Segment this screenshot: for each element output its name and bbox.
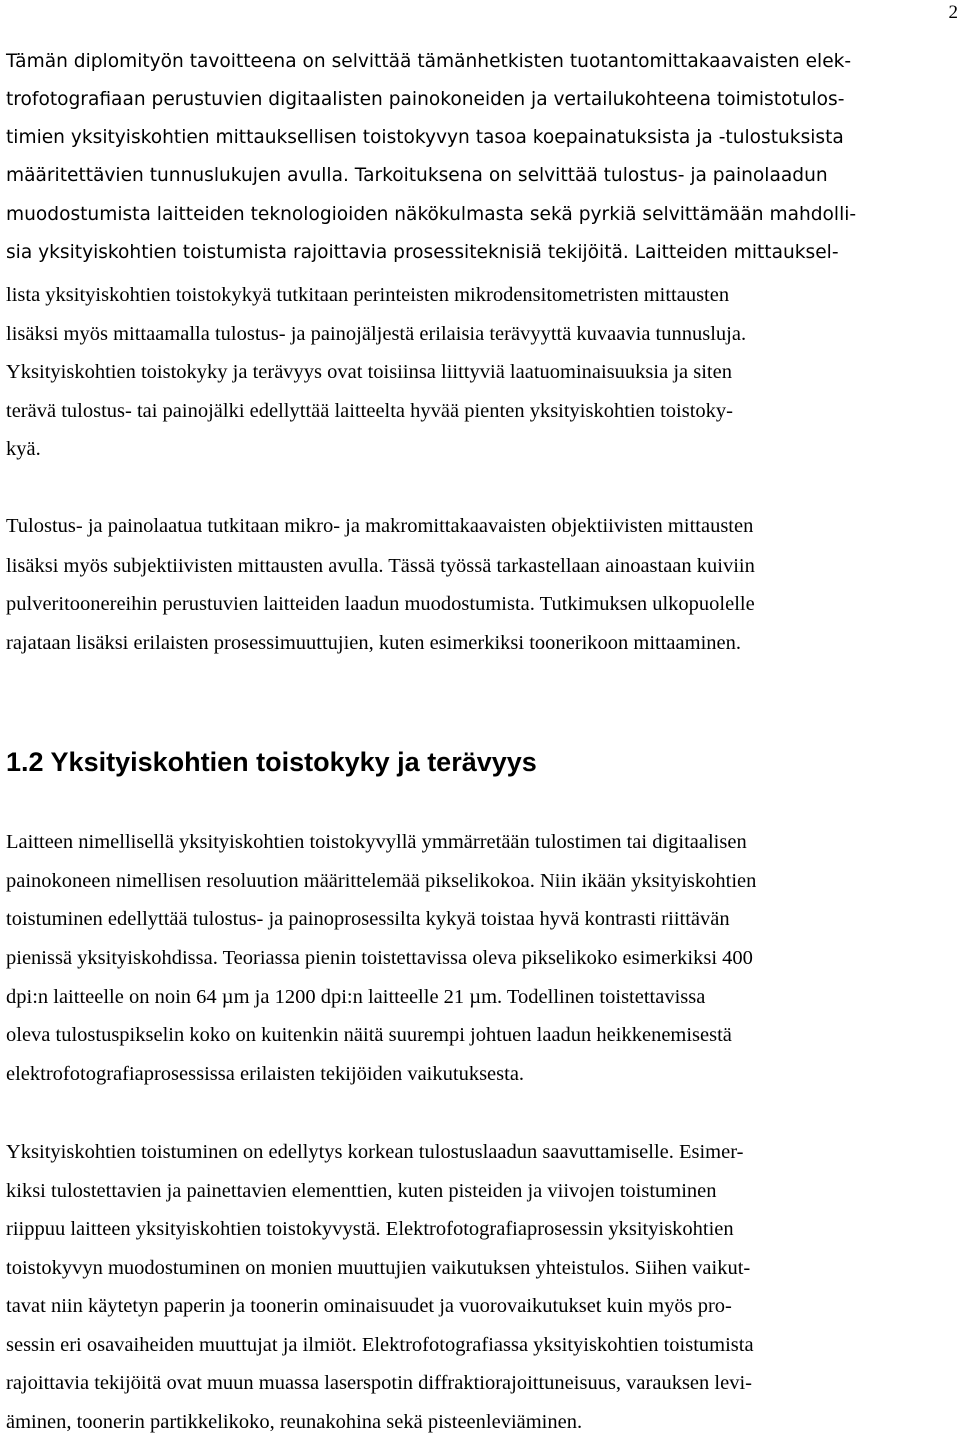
text-line: oleva tulostuspikselin koko on kuitenkin näitä suurempi johtuen laadun heikkenemisestä [6, 1024, 732, 1046]
text-line: kiksi tulostettavien ja painettavien elementtien, kuten pisteiden ja viivojen toistuminen [6, 1180, 717, 1202]
text-line: riippuu laitteen yksityiskohtien toistokyvystä. Elektrofotografiaprosessin yksityiskohtien [6, 1218, 734, 1240]
text-line: lista yksityiskohtien toistokykyä tutkitaan perinteisten mikrodensitometristen mittausten [6, 284, 730, 306]
text-line: painokoneen nimellisen resoluution määrittelemää pikselikokoa. Niin ikään yksityiskohtien [6, 870, 757, 892]
text-line: terävä tulostus- tai painojälki edellyttää laitteelta hyvää pienten yksityiskohtien toistoky- [6, 400, 733, 422]
text-line: pienissä yksityiskohdissa. Teoriassa pienin toistettavissa oleva pikselikoko esimerkiksi 400 [6, 947, 753, 969]
text-line: sessin eri osavaiheiden muuttujat ja ilmiöt. Elektrofotografiassa yksityiskohtien toistumista [6, 1334, 754, 1356]
text-line: kyä. [6, 438, 41, 460]
text-line: äminen, toonerin partikkelikoko, reunakohina sekä pisteenleviäminen. [6, 1411, 583, 1433]
text-line: dpi:n laitteelle on noin 64 µm ja 1200 dpi:n laitteelle 21 µm. Todellinen toistettavissa [6, 986, 706, 1008]
text-line: lisäksi myös subjektiivisten mittausten avulla. Tässä työssä tarkastellaan ainoastaan kuiviin [6, 555, 755, 577]
section-heading: 1.2 Yksityiskohtien toistokyky ja terävyys [6, 747, 537, 777]
text-line: Tämän diplomityön tavoitteena on selvittää tämänhetkisten tuotantomittakaavaisten elek- [6, 51, 852, 72]
text-line: määritettävien tunnuslukujen avulla. Tarkoituksena on selvittää tulostus- ja painolaadun [6, 165, 828, 186]
text-line: muodostumista laitteiden teknologioiden näkökulmasta sekä pyrkiä selvittämään mahdolli- [6, 204, 857, 225]
text-line: pulveritoonereihin perustuvien laitteiden laadun muodostumista. Tutkimuksen ulkopuolelle [6, 593, 755, 615]
text-line: tavat niin käytetyn paperin ja toonerin ominaisuudet ja vuorovaikutukset kuin myös pro- [6, 1295, 732, 1317]
text-line: toistuminen edellyttää tulostus- ja painoprosessilta kykyä toistaa hyvä kontrasti riittävän [6, 908, 730, 930]
text-line: rajataan lisäksi erilaisten prosessimuuttujien, kuten esimerkiksi toonerikoon mittaaminen. [6, 632, 741, 654]
text-line: elektrofotografiaprosessissa erilaisten tekijöiden vaikutuksesta. [6, 1063, 525, 1085]
text-line: sia yksityiskohtien toistumista rajoittavia prosessiteknisiä tekijöitä. Laitteiden mittauksel- [6, 242, 839, 263]
text-line: toistokyvyn muodostuminen on monien muuttujien vaikutuksen yhteistulos. Siihen vaikut- [6, 1257, 751, 1279]
text-line: timien yksityiskohtien mittauksellisen toistokyvyn tasoa koepainatuksista ja -tulostuksista [6, 127, 844, 148]
text-line: Yksityiskohtien toistuminen on edellytys korkean tulostuslaadun saavuttamiselle. Esimer- [6, 1141, 744, 1163]
text-line: Laitteen nimellisellä yksityiskohtien toistokyvyllä ymmärretään tulostimen tai digitaalisen [6, 831, 747, 853]
text-line: rajoittavia tekijöitä ovat muun muassa laserspotin diffraktiorajoittuneisuus, varauksen levi- [6, 1372, 752, 1394]
text-line: trofotografiaan perustuvien digitaalisten painokoneiden ja vertailukohteena toimistotulos- [6, 89, 845, 110]
text-line: Yksityiskohtien toistokyky ja terävyys ovat toisiinsa liittyviä laatuominaisuuksia ja siten [6, 361, 732, 383]
page-number: 2 [948, 2, 958, 23]
text-line: Tulostus- ja painolaatua tutkitaan mikro- ja makromittakaavaisten objektiivisten mittausten [6, 515, 754, 537]
text-line: lisäksi myös mittaamalla tulostus- ja painojäljestä erilaisia terävyyttä kuvaavia tunnusluja. [6, 323, 747, 345]
